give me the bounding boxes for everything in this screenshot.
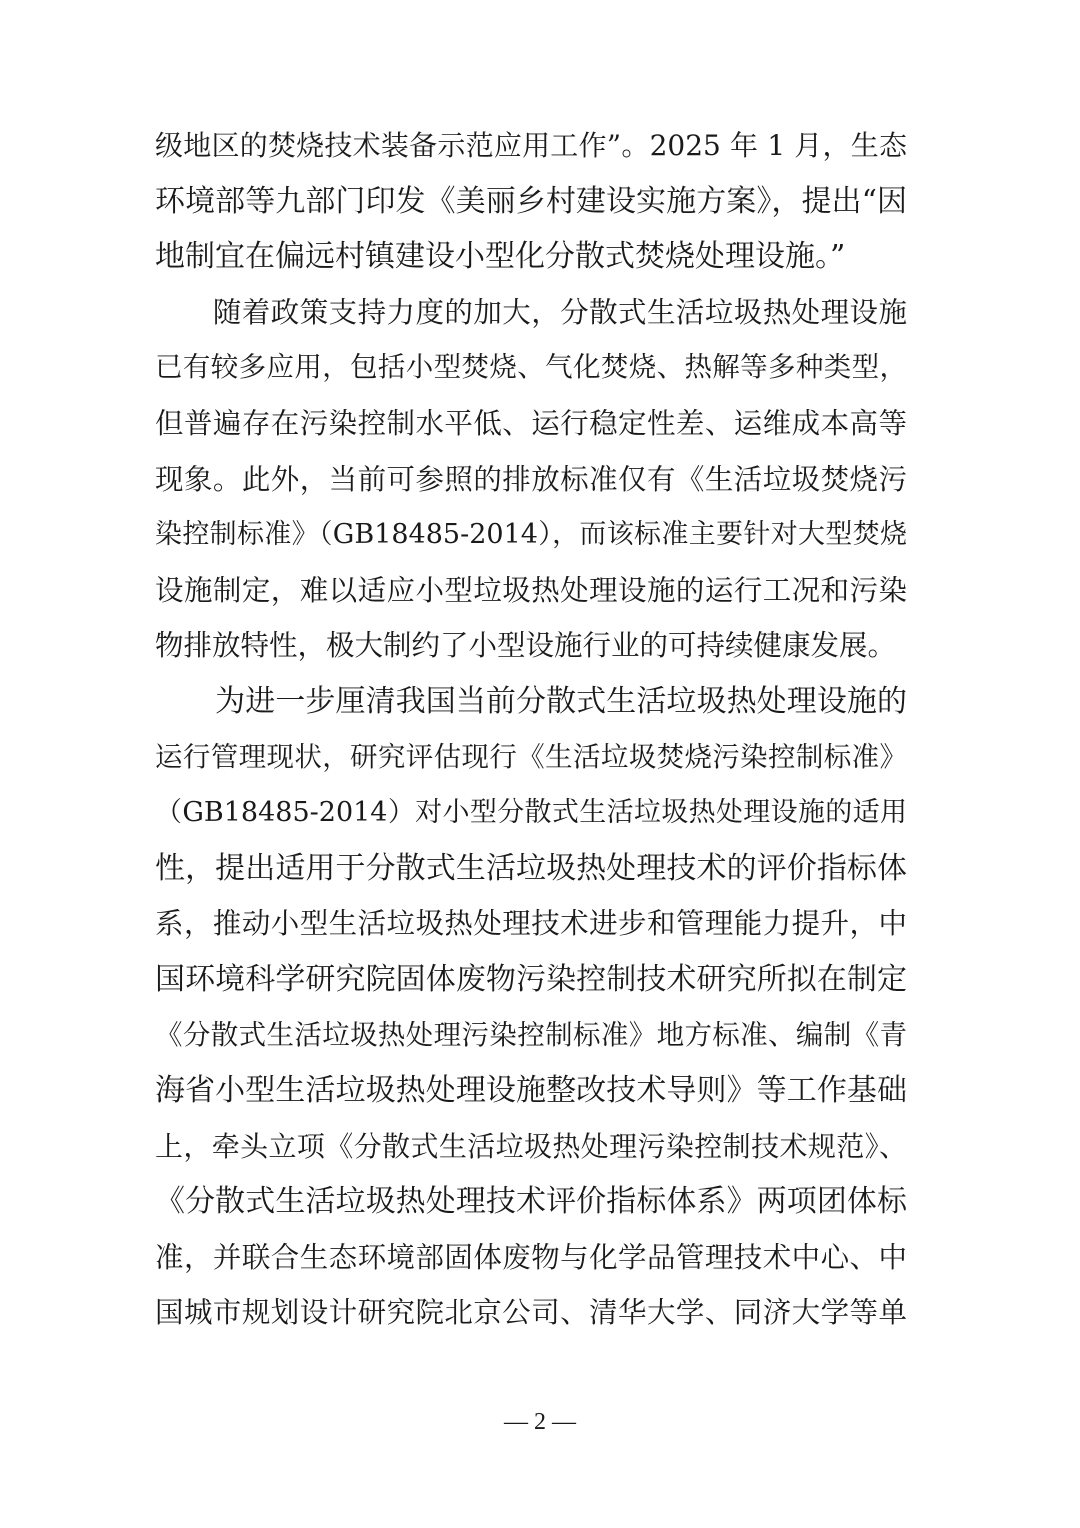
text-line: 国环境科学研究院固体废物污染控制技术研究所拟在制定 [155, 961, 907, 997]
text-line: 现象。此外，当前可参照的排放标准仅有《生活垃圾焚烧污 [155, 462, 907, 496]
text-line: 为进一步厘清我国当前分散式生活垃圾热处理设施的 [155, 683, 907, 719]
text-line: 但普遍存在污染控制水平低、运行稳定性差、运维成本高等 [155, 406, 907, 440]
body-text [155, 118, 907, 1341]
text-line: 运行管理现状，研究评估现行《生活垃圾焚烧污染控制标准》 [155, 740, 907, 773]
text-line: 随着政策支持力度的加大，分散式生活垃圾热处理设施 [155, 295, 907, 329]
text-line: 系，推动小型生活垃圾热处理技术进步和管理能力提升，中 [155, 907, 907, 941]
text-line: 《分散式生活垃圾热处理污染控制标准》地方标准、编制《青 [155, 1018, 907, 1051]
text-line: 性，提出适用于分散式生活垃圾热处理技术的评价指标体 [155, 850, 907, 886]
text-line: 国城市规划设计研究院北京公司、清华大学、同济大学等单 [155, 1296, 907, 1330]
text-line: 海省小型生活垃圾热处理设施整改技术导则》等工作基础 [155, 1073, 907, 1109]
text-line: 地制宜在偏远村镇建设小型化分散式焚烧处理设施。” [155, 239, 846, 275]
text-line: 准，并联合生态环境部固体废物与化学品管理技术中心、中 [155, 1240, 907, 1274]
page-number: — 2 — [504, 1409, 576, 1435]
text-line: 环境部等九部门印发《美丽乡村建设实施方案》，提出“因 [155, 183, 907, 219]
text-line: 级地区的焚烧技术装备示范应用工作”。2025 年 1 月，生态 [155, 129, 907, 162]
text-line: （GB18485-2014）对小型分散式生活垃圾热处理设施的适用 [155, 797, 907, 829]
text-line: 已有较多应用，包括小型焚烧、气化焚烧、热解等多种类型， [155, 351, 907, 384]
text-line: 《分散式生活垃圾热处理技术评价指标体系》两项团体标 [155, 1184, 907, 1220]
text-line: 设施制定，难以适应小型垃圾热处理设施的运行工况和污染 [155, 573, 907, 607]
text-line: 染控制标准》（GB18485-2014），而该标准主要针对大型焚烧 [155, 519, 907, 551]
text-line: 物排放特性，极大制约了小型设施行业的可持续健康发展。 [155, 629, 897, 663]
text-line: 上，牵头立项《分散式生活垃圾热处理污染控制技术规范》、 [155, 1129, 907, 1163]
